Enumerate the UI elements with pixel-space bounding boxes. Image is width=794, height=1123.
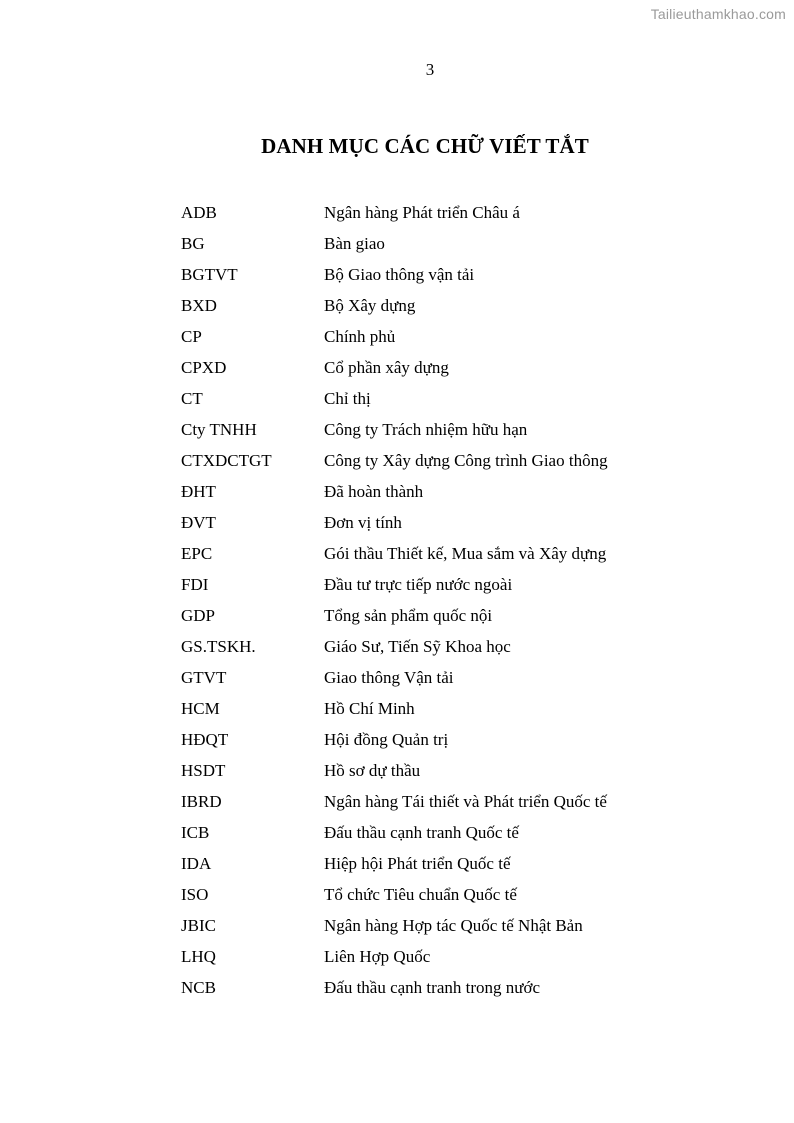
- abbreviation-row: [181, 665, 608, 696]
- abbreviation-code: HĐQT: [181, 730, 229, 749]
- abbreviation-meaning: Liên Hợp Quốc: [324, 947, 431, 966]
- abbreviation-code: EPC: [181, 544, 213, 563]
- abbreviation-row: [181, 603, 608, 634]
- abbreviation-row: [181, 634, 608, 665]
- abbreviation-meaning: Ngân hàng Hợp tác Quốc tế Nhật Bản: [324, 916, 583, 935]
- abbreviation-meaning: Giao thông Vận tải: [324, 668, 454, 687]
- abbreviation-meaning: Công ty Trách nhiệm hữu hạn: [324, 420, 528, 439]
- abbreviation-row: [181, 479, 608, 510]
- abbreviation-code: NCB: [181, 978, 216, 997]
- abbreviation-meaning: Hiệp hội Phát triển Quốc tế: [324, 854, 511, 873]
- abbreviation-list: [181, 200, 608, 1006]
- abbreviation-meaning: Ngân hàng Tái thiết và Phát triển Quốc tế: [324, 792, 607, 811]
- abbreviation-meaning: Ngân hàng Phát triển Châu á: [324, 203, 520, 222]
- abbreviation-code: ĐHT: [181, 482, 216, 501]
- abbreviation-code: CT: [181, 389, 203, 408]
- abbreviation-code: IDA: [181, 854, 212, 873]
- abbreviation-row: [181, 944, 608, 975]
- abbreviation-meaning: Hồ sơ dự thầu: [324, 761, 421, 780]
- abbreviation-meaning: Hội đồng Quản trị: [324, 730, 449, 749]
- abbreviation-row: [181, 913, 608, 944]
- abbreviation-row: [181, 758, 608, 789]
- abbreviation-row: [181, 231, 608, 262]
- abbreviation-code: JBIC: [181, 916, 216, 935]
- abbreviation-row: [181, 417, 608, 448]
- abbreviation-row: [181, 572, 608, 603]
- abbreviation-meaning: Cổ phần xây dựng: [324, 358, 449, 377]
- abbreviation-meaning: Đơn vị tính: [324, 513, 402, 532]
- abbreviation-meaning: Đấu thầu cạnh tranh trong nước: [324, 978, 540, 997]
- abbreviation-row: [181, 727, 608, 758]
- abbreviation-code: GDP: [181, 606, 216, 625]
- abbreviation-code: CPXD: [181, 358, 227, 377]
- abbreviation-meaning: Công ty Xây dựng Công trình Giao thông: [324, 451, 608, 470]
- abbreviation-row: [181, 975, 608, 1006]
- abbreviation-code: FDI: [181, 575, 209, 594]
- abbreviation-row: [181, 851, 608, 882]
- abbreviation-code: IBRD: [181, 792, 222, 811]
- abbreviation-code: ISO: [181, 885, 209, 904]
- abbreviation-code: CP: [181, 327, 202, 346]
- abbreviation-meaning: Đầu tư trực tiếp nước ngoài: [324, 575, 513, 594]
- abbreviation-row: [181, 510, 608, 541]
- abbreviation-row: [181, 541, 608, 572]
- abbreviation-meaning: Chỉ thị: [324, 389, 371, 408]
- abbreviation-code: HCM: [181, 699, 220, 718]
- abbreviation-meaning: Đấu thầu cạnh tranh Quốc tế: [324, 823, 519, 842]
- abbreviation-row: [181, 789, 608, 820]
- abbreviation-code: ICB: [181, 823, 210, 842]
- abbreviation-meaning: Gói thầu Thiết kế, Mua sắm và Xây dựng: [324, 544, 607, 563]
- abbreviation-row: [181, 448, 608, 479]
- abbreviation-row: [181, 882, 608, 913]
- watermark: Tailieuthamkhao.com: [650, 6, 786, 22]
- abbreviation-row: [181, 200, 608, 231]
- abbreviation-row: [181, 820, 608, 851]
- abbreviation-meaning: Chính phủ: [324, 327, 396, 346]
- abbreviation-row: [181, 324, 608, 355]
- page-title: DANH MỤC CÁC CHỮ VIẾT TẮT: [261, 134, 589, 158]
- abbreviation-meaning: Tổng sản phẩm quốc nội: [324, 606, 493, 625]
- abbreviation-meaning: Hồ Chí Minh: [324, 699, 415, 718]
- abbreviation-row: [181, 696, 608, 727]
- abbreviation-row: [181, 262, 608, 293]
- abbreviation-meaning: Bộ Xây dựng: [324, 296, 416, 315]
- abbreviation-code: BXD: [181, 296, 217, 315]
- abbreviation-code: BGTVT: [181, 265, 238, 284]
- abbreviation-meaning: Giáo Sư, Tiến Sỹ Khoa học: [324, 637, 511, 656]
- abbreviation-meaning: Bàn giao: [324, 234, 385, 253]
- abbreviation-row: [181, 293, 608, 324]
- abbreviation-meaning: Đã hoàn thành: [324, 482, 424, 501]
- abbreviation-meaning: Tổ chức Tiêu chuẩn Quốc tế: [324, 885, 517, 904]
- abbreviation-code: GS.TSKH.: [181, 637, 256, 656]
- abbreviation-row: [181, 386, 608, 417]
- abbreviation-code: ĐVT: [181, 513, 216, 532]
- abbreviation-code: GTVT: [181, 668, 227, 687]
- abbreviation-code: LHQ: [181, 947, 216, 966]
- abbreviation-meaning: Bộ Giao thông vận tải: [324, 265, 475, 284]
- abbreviation-row: [181, 355, 608, 386]
- abbreviation-code: ADB: [181, 203, 217, 222]
- abbreviation-code: CTXDCTGT: [181, 451, 272, 470]
- abbreviation-code: BG: [181, 234, 205, 253]
- page-number: 3: [425, 60, 435, 79]
- abbreviation-code: HSDT: [181, 761, 226, 780]
- abbreviation-code: Cty TNHH: [181, 420, 257, 439]
